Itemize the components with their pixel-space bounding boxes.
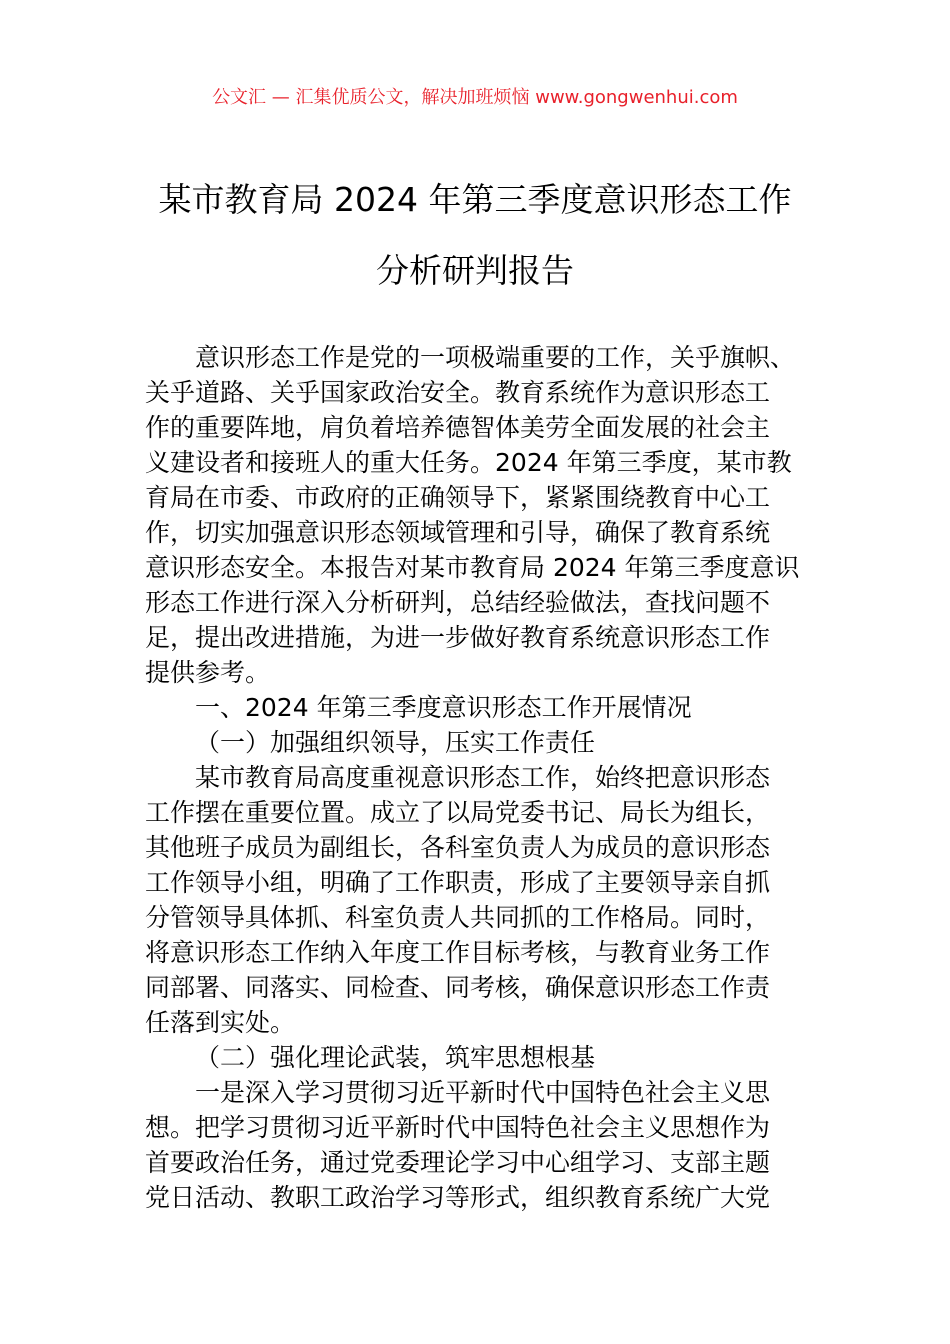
body-line: 其他班子成员为副组长，各科室负责人为成员的意识形态 — [145, 833, 771, 862]
body-line: 形态工作进行深入分析研判，总结经验做法，查找问题不 — [145, 588, 771, 617]
body-line: 首要政治任务，通过党委理论学习中心组学习、支部主题 — [145, 1148, 771, 1177]
body-line: 分管领导具体抓、科室负责人共同抓的工作格局。同时， — [145, 903, 771, 932]
body-line: 意识形态安全。本报告对某市教育局 2024 年第三季度意识 — [145, 553, 800, 582]
body-line: 作，切实加强意识形态领域管理和引导，确保了教育系统 — [145, 518, 771, 547]
body-line: 足，提出改进措施，为进一步做好教育系统意识形态工作 — [145, 623, 771, 652]
document-title-line2: 分析研判报告 — [376, 251, 574, 290]
body-line: 关乎道路、关乎国家政治安全。教育系统作为意识形态工 — [145, 378, 771, 407]
section-heading: 一、2024 年第三季度意识形态工作开展情况 — [195, 693, 692, 722]
body-line: 党日活动、教职工政治学习等形式，组织教育系统广大党 — [145, 1183, 771, 1212]
body-line: 想。把学习贯彻习近平新时代中国特色社会主义思想作为 — [145, 1113, 771, 1142]
body-line: 义建设者和接班人的重大任务。2024 年第三季度，某市教 — [145, 448, 792, 477]
body-line: 工作领导小组，明确了工作职责，形成了主要领导亲自抓 — [145, 868, 771, 897]
body-line: 育局在市委、市政府的正确领导下，紧紧围绕教育中心工 — [145, 483, 771, 512]
body-line: 提供参考。 — [145, 658, 271, 687]
subsection-heading: （二）强化理论武装，筑牢思想根基 — [195, 1043, 596, 1072]
body-line: 某市教育局高度重视意识形态工作，始终把意识形态 — [195, 763, 771, 792]
header-banner: 公文汇 — 汇集优质公文，解决加班烦恼 www.gongwenhui.com — [212, 87, 738, 108]
document-title-line1: 某市教育局 2024 年第三季度意识形态工作 — [158, 180, 792, 219]
body-line: 意识形态工作是党的一项极端重要的工作，关乎旗帜、 — [195, 343, 796, 372]
body-line: 工作摆在重要位置。成立了以局党委书记、局长为组长， — [145, 798, 771, 827]
body-line: 作的重要阵地，肩负着培养德智体美劳全面发展的社会主 — [145, 413, 771, 442]
body-line: 一是深入学习贯彻习近平新时代中国特色社会主义思 — [195, 1078, 771, 1107]
body-line: 任落到实处。 — [145, 1008, 296, 1037]
subsection-heading: （一）加强组织领导，压实工作责任 — [195, 728, 596, 757]
document-body — [145, 340, 820, 1215]
body-line: 同部署、同落实、同检查、同考核，确保意识形态工作责 — [145, 973, 771, 1002]
body-line: 将意识形态工作纳入年度工作目标考核，与教育业务工作 — [145, 938, 771, 967]
